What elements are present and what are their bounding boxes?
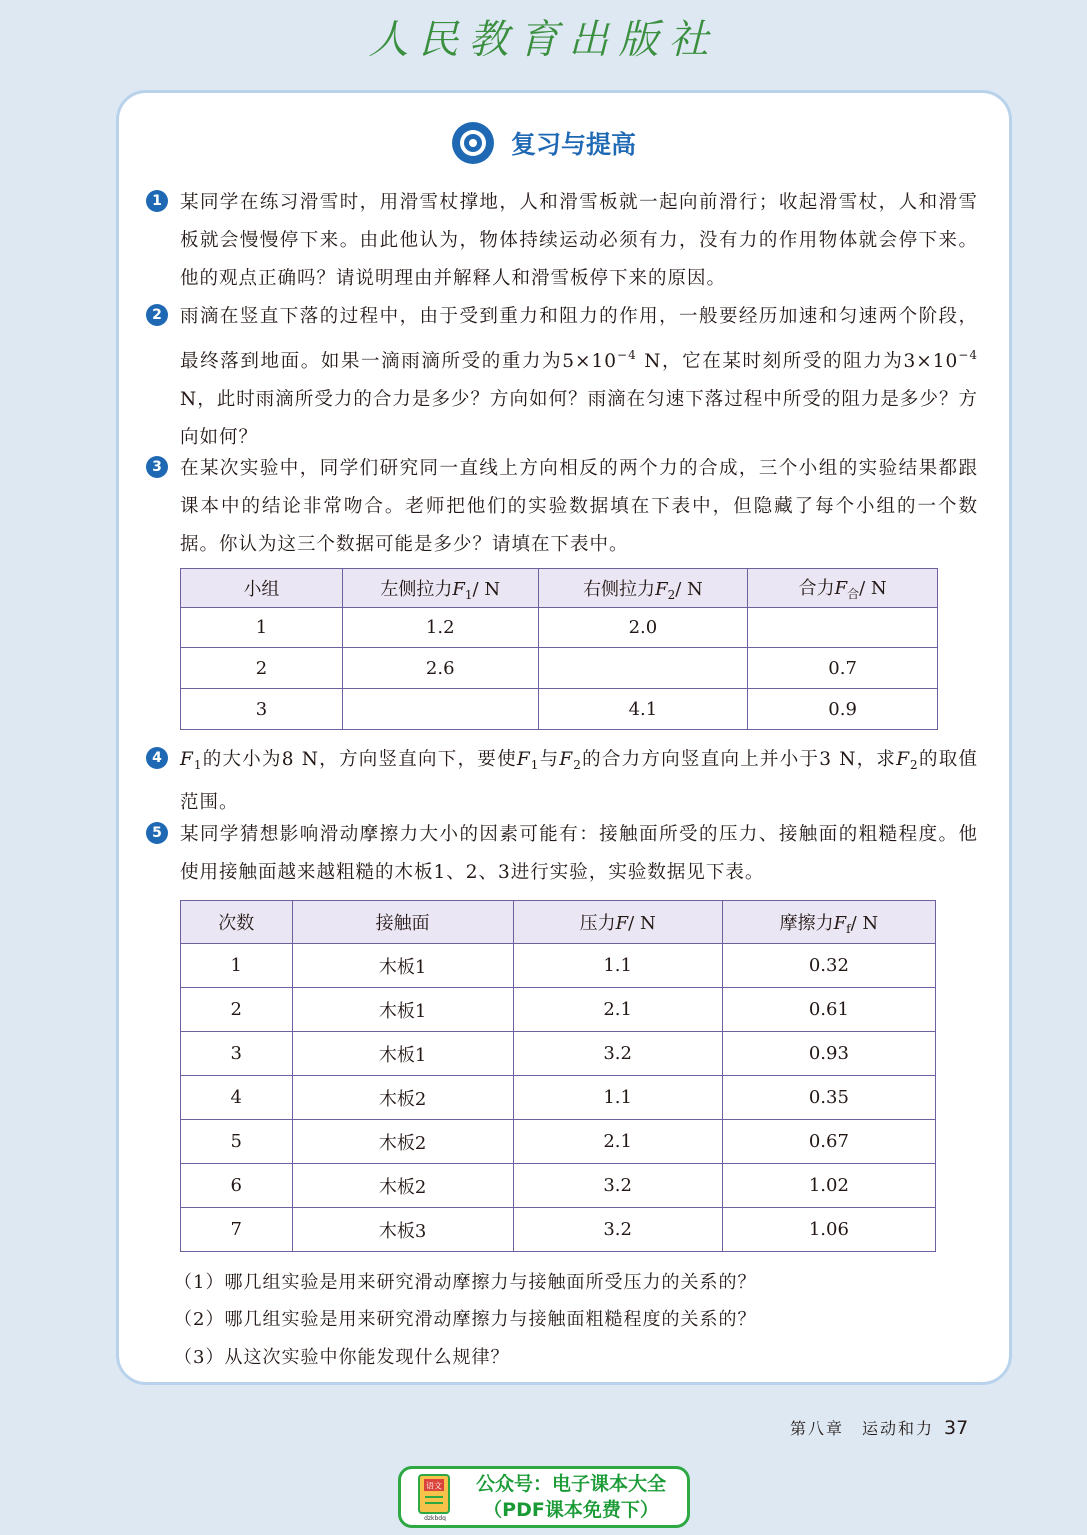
cell: 0.93 [722, 1032, 935, 1076]
section-heading [0, 120, 1087, 166]
value: 3×10 [903, 351, 959, 372]
text-part: N，它在某时刻所受的阻力为 [636, 351, 904, 372]
book-icon [415, 1473, 455, 1521]
cell: 7 [181, 1208, 293, 1252]
cell: 2.1 [513, 1120, 722, 1164]
target-icon [451, 121, 495, 165]
table-row [181, 608, 938, 648]
cell: 5 [181, 1120, 293, 1164]
table-row [181, 1032, 936, 1076]
question-3 [146, 450, 978, 564]
cell: 1 [181, 608, 343, 648]
friction-table [180, 900, 936, 1252]
cell: 3.2 [513, 1032, 722, 1076]
header-surface: 接触面 [292, 901, 513, 944]
question-4 [146, 741, 978, 822]
table-row [181, 689, 938, 730]
text-part: N，此时雨滴所受力的合力是多少？方向如何？雨滴在匀速下落过程中所受的阻力是多少？方向如何？ [180, 389, 978, 448]
header-right-force: 右侧拉力$F_2/$ N [538, 569, 748, 608]
table-row [181, 1120, 936, 1164]
cell: 2.6 [342, 648, 538, 689]
cell: 1.2 [342, 608, 538, 648]
cell: 木板2 [292, 1164, 513, 1208]
question-number: 4 [146, 747, 168, 769]
cell-blank[interactable] [538, 648, 748, 689]
chapter-label: 第八章 运动和力 [790, 1419, 935, 1438]
question-number: 5 [146, 822, 168, 844]
question-2 [146, 298, 978, 457]
table-row [181, 648, 938, 689]
question-text: 在某次实验中，同学们研究同一直线上方向相反的两个力的合成，三个小组的实验结果都跟课本中的结论非常吻合。老师把他们的实验数据填在下表中，但隐藏了每个小组的一个数据。你认为这三个数据可能是多少？请填在下表中。 [180, 458, 978, 555]
cell: 木板2 [292, 1076, 513, 1120]
cell: 3 [181, 689, 343, 730]
cell: 0.32 [722, 944, 935, 988]
question-number: 3 [146, 456, 168, 478]
cell: 0.9 [748, 689, 938, 730]
exponent: −4 [958, 348, 978, 362]
cell: 2 [181, 648, 343, 689]
cell: 1.1 [513, 944, 722, 988]
cell: 2.0 [538, 608, 748, 648]
header-pressure: 压力F/ N [513, 901, 722, 944]
cell: 木板1 [292, 944, 513, 988]
cell: 0.67 [722, 1120, 935, 1164]
svg-text:语文: 语文 [426, 1481, 442, 1491]
question-1 [146, 184, 978, 298]
text-part: 雨滴在竖直下落的过程中，由于受到重力和阻力的作用，一般要经历加速和匀速两个阶段，最终落到地面。如果一滴雨滴所受的重力为 [180, 306, 978, 372]
cell-blank[interactable] [748, 608, 938, 648]
header-resultant: 合力$F_合/$ N [748, 569, 938, 608]
page-number: 37 [944, 1417, 969, 1439]
banner-text [455, 1471, 687, 1523]
question-text [180, 298, 978, 457]
svg-text:dzkbdq: dzkbdq [424, 1515, 446, 1521]
question-number: 2 [146, 304, 168, 326]
banner-line-1: 公众号：电子课本大全 [475, 1473, 666, 1495]
cell: 2 [181, 988, 293, 1032]
value: 5×10 [562, 351, 618, 372]
header-friction: 摩擦力$F_f/$ N [722, 901, 935, 944]
cell: 木板1 [292, 988, 513, 1032]
cell: 1.02 [722, 1164, 935, 1208]
question-text: 某同学在练习滑雪时，用滑雪杖撑地，人和滑雪板就一起向前滑行；收起滑雪杖，人和滑雪板就会慢慢停下来。由此他认为，物体持续运动必须有力，没有力的作用物体就会停下来。他的观点正确吗？请说明理由并解释人和滑雪板停下来的原因。 [180, 192, 978, 289]
cell: 2.1 [513, 988, 722, 1032]
cell: 0.7 [748, 648, 938, 689]
banner-line-2: （PDF课本免费下） [483, 1499, 659, 1521]
cell: 3.2 [513, 1208, 722, 1252]
cell: 1.1 [513, 1076, 722, 1120]
sub-question-2: （2）哪几组实验是用来研究滑动摩擦力与接触面粗糙程度的关系的？ [174, 1309, 757, 1330]
cell: 木板3 [292, 1208, 513, 1252]
question-5 [146, 816, 978, 892]
cell: 4 [181, 1076, 293, 1120]
section-title: 复习与提高 [510, 130, 636, 159]
cell: 1.06 [722, 1208, 935, 1252]
table-row [181, 1076, 936, 1120]
table-row [181, 1208, 936, 1252]
cell: 6 [181, 1164, 293, 1208]
cell: 3 [181, 1032, 293, 1076]
cell: 3.2 [513, 1164, 722, 1208]
exponent: −4 [617, 348, 637, 362]
cell: 0.35 [722, 1076, 935, 1120]
question-number: 1 [146, 190, 168, 212]
sub-question-1: （1）哪几组实验是用来研究滑动摩擦力与接触面所受压力的关系的？ [174, 1272, 757, 1293]
force-table [180, 568, 938, 730]
publisher-logo: 人民教育出版社 [368, 17, 719, 63]
cell: 木板1 [292, 1032, 513, 1076]
question-text: 某同学猜想影响滑动摩擦力大小的因素可能有：接触面所受的压力、接触面的粗糙程度。他使用接触面越来越粗糙的木板1、2、3进行实验，实验数据见下表。 [180, 824, 978, 883]
question-text: $F_1$的大小为8 N，方向竖直向下，要使$F_1$与$F_2$的合力方向竖直向上并小于3 N，求$F_2$的取值范围。 [180, 749, 978, 813]
cell: 0.61 [722, 988, 935, 1032]
table-row [181, 944, 936, 988]
page-footer [790, 1416, 968, 1439]
promo-banner[interactable] [398, 1466, 690, 1528]
cell: 木板2 [292, 1120, 513, 1164]
header-group: 小组 [181, 569, 343, 608]
table-row [181, 1164, 936, 1208]
sub-question-3: （3）从这次实验中你能发现什么规律？ [174, 1347, 510, 1368]
cell: 4.1 [538, 689, 748, 730]
header-left-force: 左侧拉力$F_1/$ N [342, 569, 538, 608]
cell: 1 [181, 944, 293, 988]
cell-blank[interactable] [342, 689, 538, 730]
table-row [181, 988, 936, 1032]
header-trial: 次数 [181, 901, 293, 944]
